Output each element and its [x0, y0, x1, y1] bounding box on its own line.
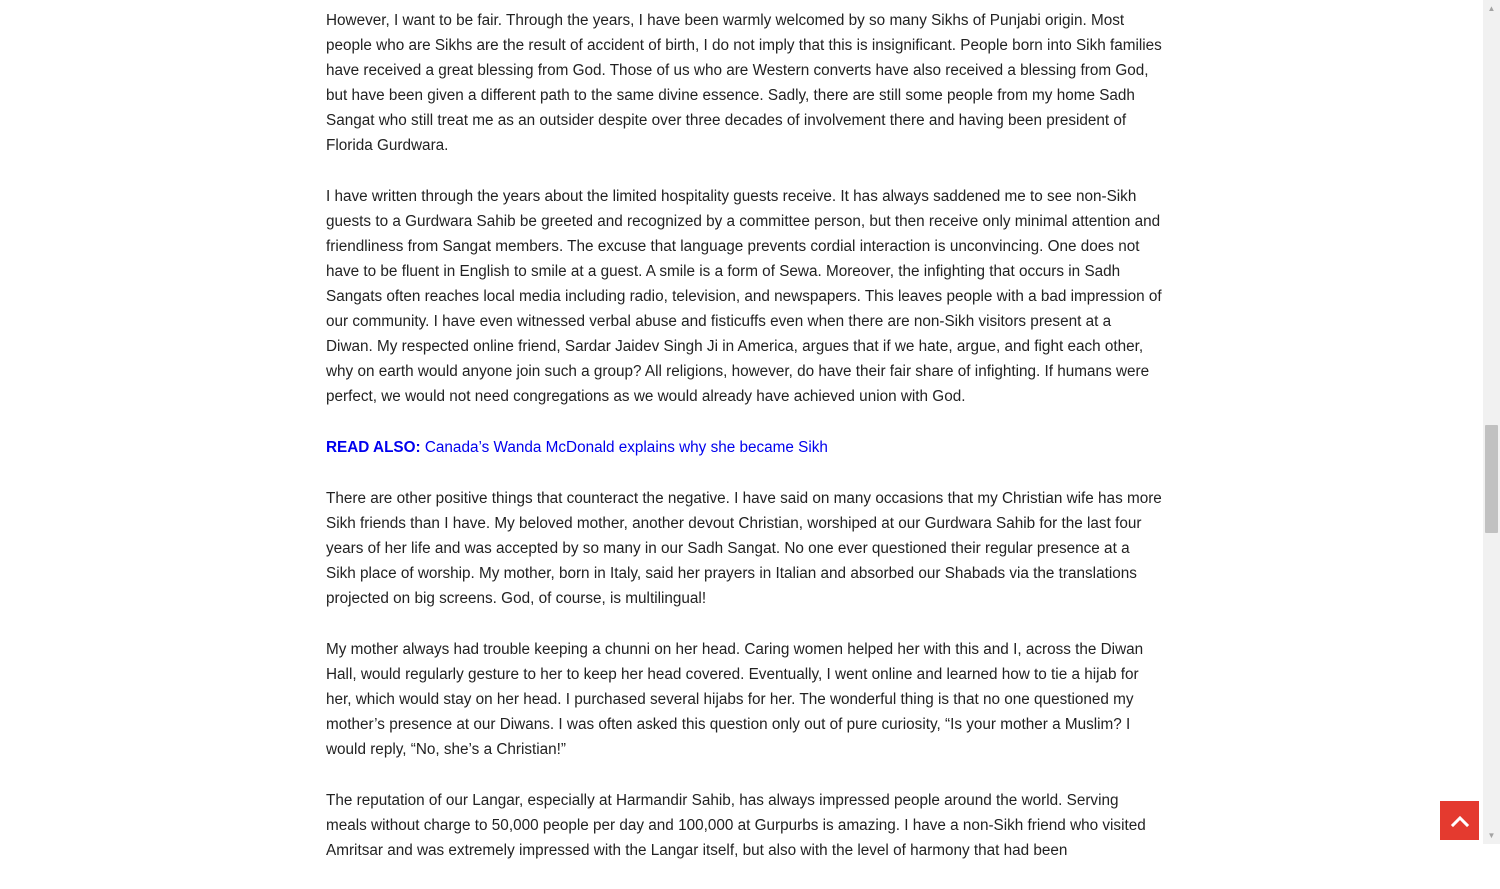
article-paragraph: I have written through the years about the limited hospitality guests receive. It has always saddened me to see non-Sikh guests to a Gurdwara Sahib be greeted and recognized by a committee person, but then receive only minimal attention and friendliness from Sangat members. The excuse that language prevents cordial interaction is unconvincing. One does not have to be fluent in English to smile at a guest. A smile is a form of Sewa. Moreover, the infighting that occurs in Sadh Sangats often reaches local media including radio, television, and newspapers. This leaves people with a bad impression of our community. I have even witnessed verbal abuse and fisticuffs even when there are non-Sikh visitors present at a Diwan. My respected online friend, Sardar Jaidev Singh Ji in America, argues that if we hate, argue, and fight each other, why on earth would anyone join such a group? All religions, however, do have their fair share of infighting. If humans were perfect, we would not need congregations as we would already have achieved union with God.: [326, 188, 1162, 405]
read-also: [326, 435, 1162, 460]
article-paragraph: There are other positive things that counteract the negative. I have said on many occasions that my Christian wife has more Sikh friends than I have. My beloved mother, another devout Christian, worshiped at our Gurdwara Sahib for the last four years of her life and was accepted by so many in our Sadh Sangat. No one ever questioned their regular presence at a Sikh place of worship. My mother, born in Italy, said her prayers in Italian and absorbed our Shabads via the translations projected on big screens. God, of course, is multilingual!: [326, 490, 1162, 607]
article-body: [326, 8, 1162, 889]
scroll-down-arrow[interactable]: ▼: [1487, 831, 1496, 840]
scroll-up-arrow[interactable]: ▲: [1487, 4, 1496, 13]
vertical-scrollbar[interactable]: [1483, 0, 1500, 844]
read-also-link[interactable]: Canada’s Wanda McDonald explains why she became Sikh: [424, 439, 828, 456]
article-paragraph: The reputation of our Langar, especially at Harmandir Sahib, has always impressed people around the world. Serving meals without charge to 50,000 people per day and 100,000 at Gurpurbs is amazing. I have a non-Sikh friend who visited Amritsar and was extremely impressed with the Langar itself, but also with the level of harmony that had been: [326, 792, 1146, 859]
article-paragraph: My mother always had trouble keeping a chunni on her head. Caring women helped her with this and I, across the Diwan Hall, would regularly gesture to her to keep her head covered. Eventually, I went online and learned how to tie a hijab for her, which would stay on her head. I purchased several hijabs for her. The wonderful thing is that no one questioned my mother’s presence at our Diwans. I was often asked this question only out of pure curiosity, “Is your mother a Muslim? I would reply, “No, she’s a Christian!”: [326, 641, 1144, 758]
back-to-top-button[interactable]: [1440, 801, 1479, 840]
article-paragraph: However, I want to be fair. Through the years, I have been warmly welcomed by so many Sikhs of Punjabi origin. Most people who are Sikhs are the result of accident of birth, I do not imply that this is insignificant. People born into Sikh families have received a great blessing from God. Those of us who are Western converts have also received a blessing from God, but have been given a different path to the same divine essence. Sadly, there are still some people from my home Sadh Sangat who still treat me as an outsider despite over three decades of involvement there and having been president of Florida Gurdwara.: [326, 12, 1162, 154]
chevron-up-icon: [1450, 814, 1470, 828]
scroll-thumb[interactable]: [1485, 425, 1498, 533]
read-also-label: READ ALSO:: [326, 439, 421, 456]
